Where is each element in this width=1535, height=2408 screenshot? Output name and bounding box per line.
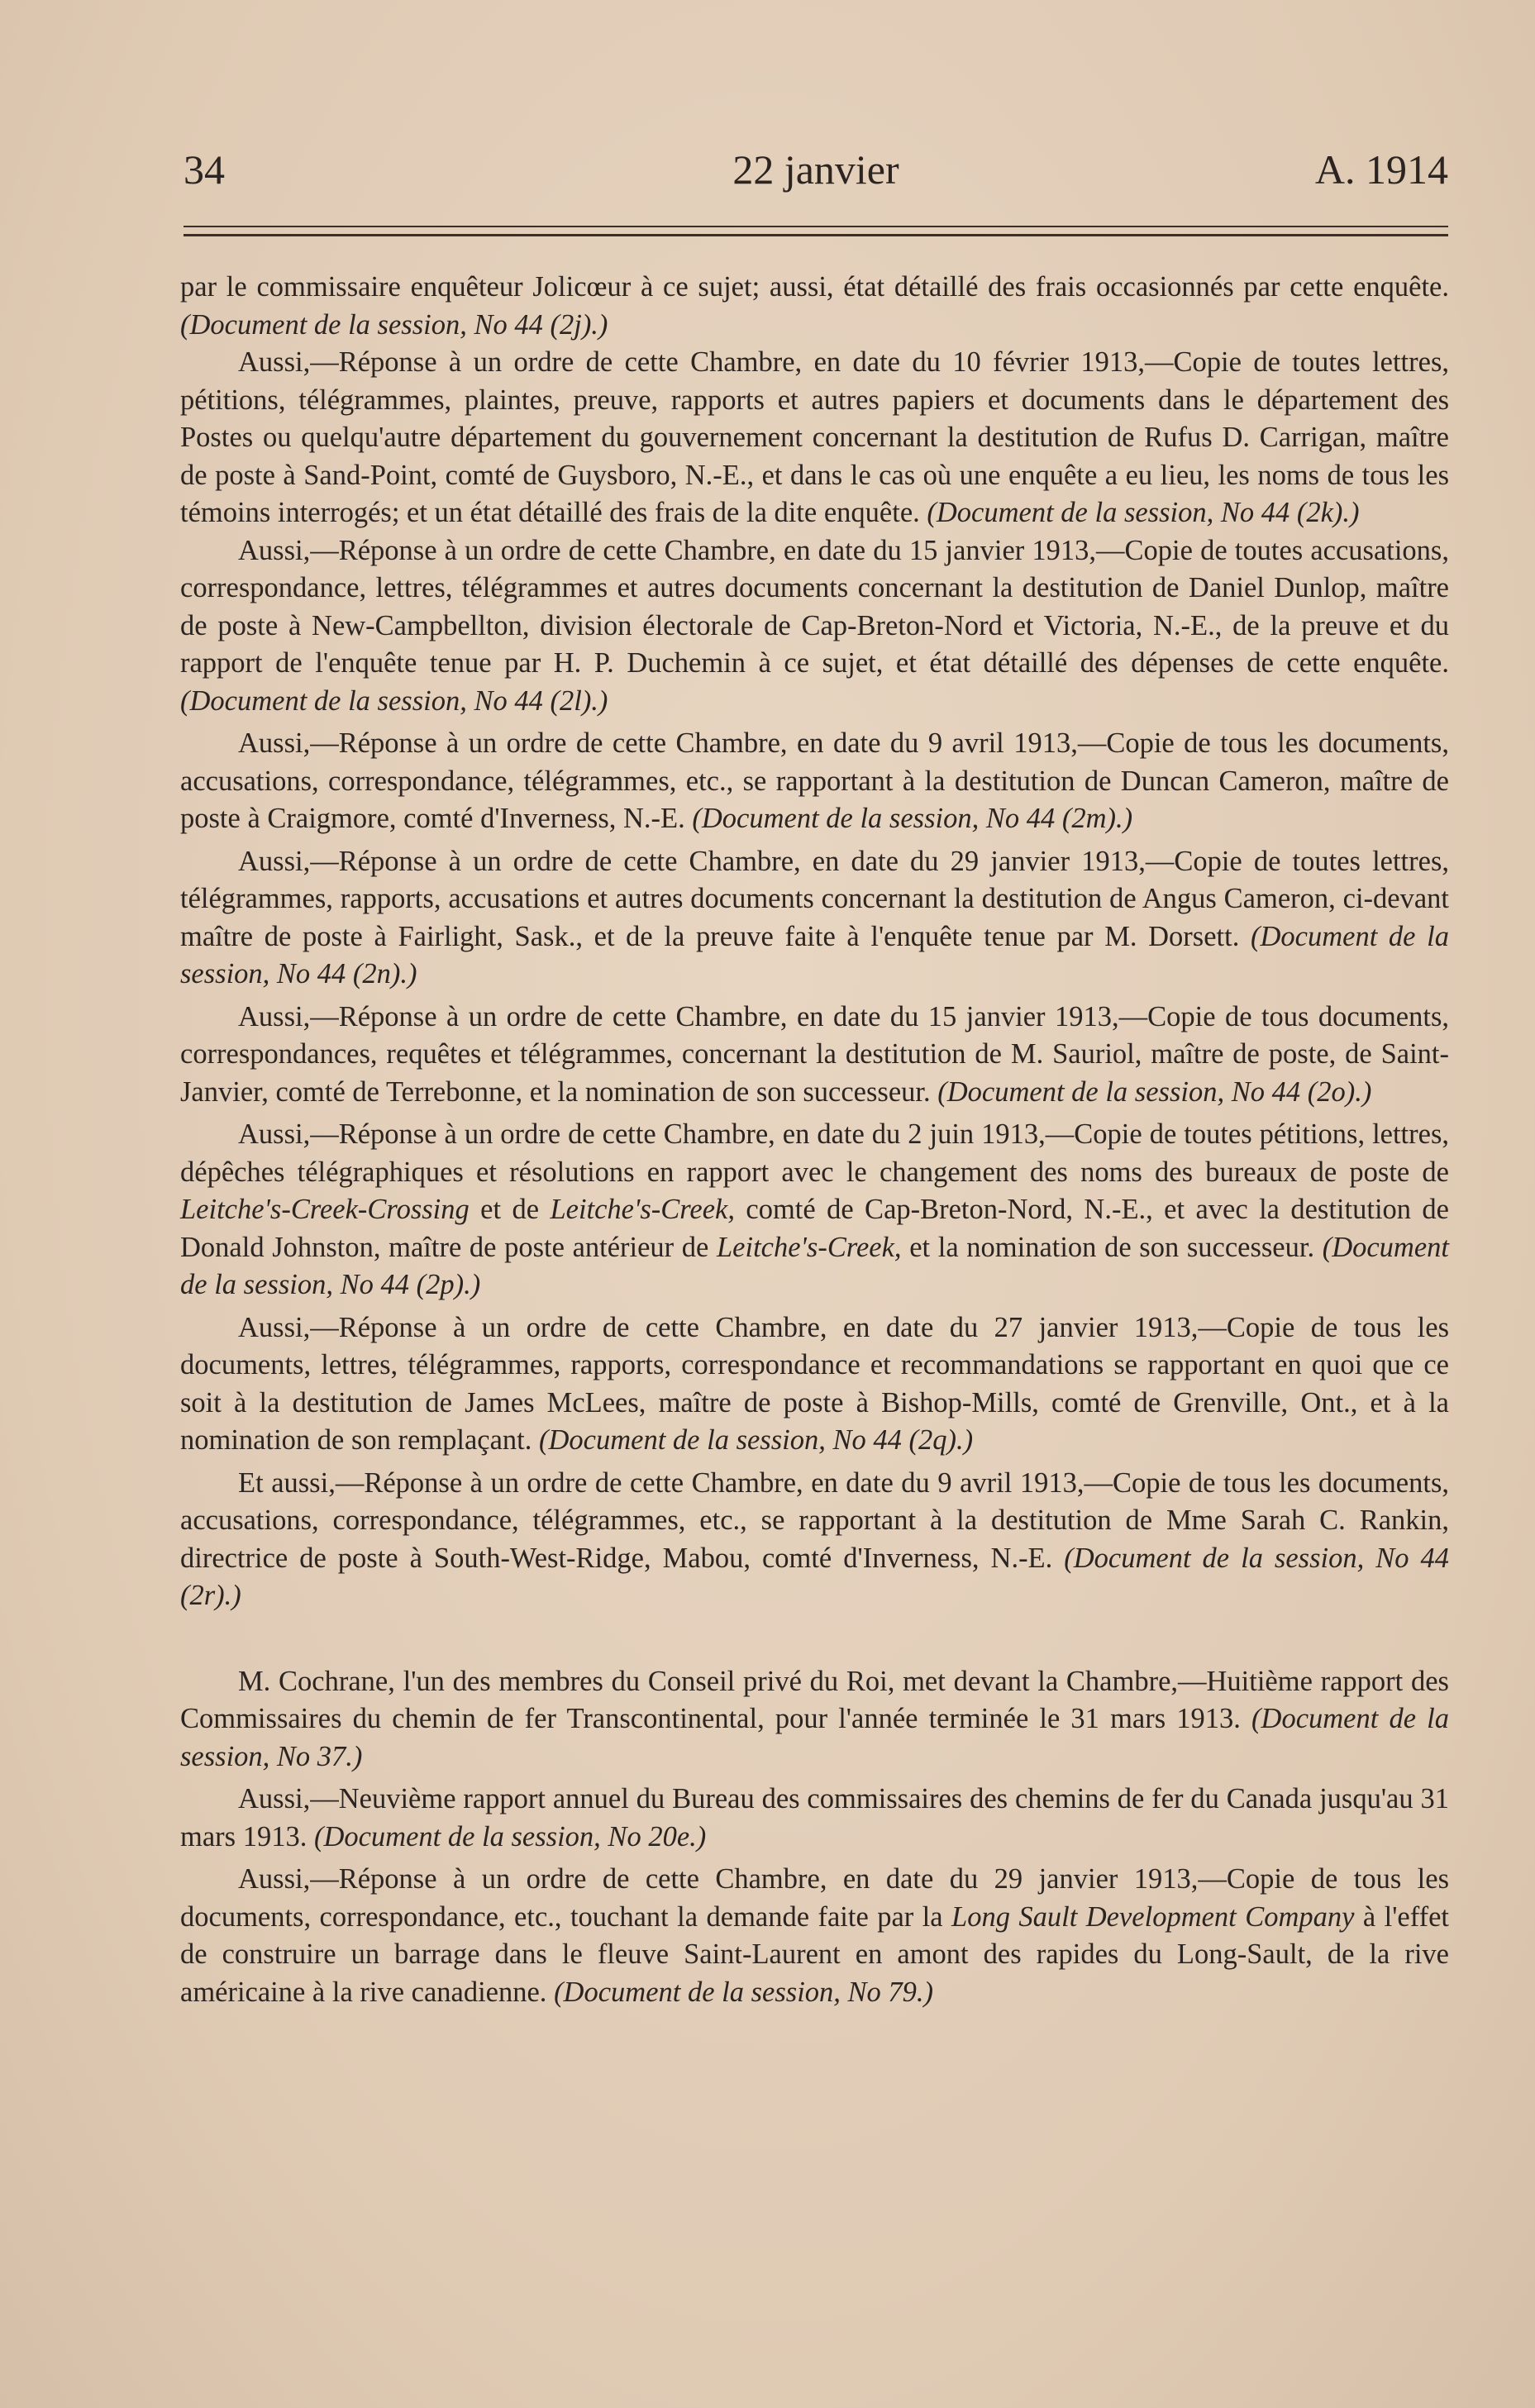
document-reference: (Document de la session, No 79.) <box>554 1976 934 2008</box>
header-rule-thin <box>184 226 1448 227</box>
paragraph-dunlop: Aussi,—Réponse à un ordre de cette Chambre, en date du 15 janvier 1913,—Copie de toutes accusations, correspondance, lettres, télégrammes et autres documents concernant la destitution de Daniel Dunlop, maître de poste à New-Campbellton, division électorale de Cap-Breton-Nord et Victoria, N.-E., de la preuve et du rapport de l'enquête tenue par H. P. Duchemin à ce sujet, et état détaillé des dépenses de cette enquête. (Document de la session, No 44 (2l).) <box>180 534 1449 717</box>
paragraph-commissaires: Aussi,—Neuvième rapport annuel du Bureau des commissaires des chemins de fer du Canada jusqu'au 31 mars 1913. (Document de la session, No 20e.) <box>180 1783 1449 1852</box>
document-reference: (Document de la session, No 44 (2q).) <box>539 1424 974 1456</box>
document-reference: (Document de la session, No 44 (2o).) <box>937 1075 1372 1108</box>
document-reference: (Document de la session, No 20e.) <box>313 1820 707 1852</box>
paragraph-rankin: Et aussi,—Réponse à un ordre de cette Chambre, en date du 9 avril 1913,—Copie de tous les documents, accusations, correspondance, télégrammes, etc., se rapportant à la destitution de Mme Sarah C. Rankin, directrice de poste à South-West-Ridge, Mabou, comté d'Inverness, N.-E. (Document de la session, No 44 (2r).) <box>180 1466 1449 1611</box>
header-rule-thick <box>184 234 1448 236</box>
header-date: 22 janvier <box>732 146 899 193</box>
document-reference: (Document de la session, No 37.) <box>180 1703 1449 1772</box>
document-reference: (Document de la session, No 44 (2l).) <box>180 684 608 717</box>
page-header <box>184 141 1448 198</box>
paragraph-angus-cameron: Aussi,—Réponse à un ordre de cette Chambre, en date du 29 janvier 1913,—Copie de toutes lettres, télégrammes, rapports, accusations et autres documents concernant la destitution de Angus Cameron, ci-devant maître de poste à Fairlight, Sask., et de la preuve faite à l'enquête tenue par M. Dorsett. (Document de la session, No 44 (2n).) <box>180 845 1449 989</box>
paragraph-johnston: Aussi,—Réponse à un ordre de cette Chambre, en date du 2 juin 1913,—Copie de toutes pétitions, lettres, dépêches télégraphiques et résolutions en rapport avec le changement des noms des bureaux de poste de Leitche's-Creek-Crossing et de Leitche's-Creek, comté de Cap-Breton-Nord, N.-E., et avec la destitution de Donald Johnston, maître de poste antérieur de Leitche's-Creek, et la nomination de son successeur. (Document de la session, No 44 (2p).) <box>180 1118 1449 1300</box>
page-number: 34 <box>184 146 225 193</box>
paragraph-mclees: Aussi,—Réponse à un ordre de cette Chambre, en date du 27 janvier 1913,—Copie de tous les documents, lettres, télégrammes, rapports, correspondance et recommandations se rapportant en quoi que ce soit à la destitution de James McLees, maître de poste à Bishop-Mills, comté de Grenville, Ont., et à la nomination de son remplaçant. (Document de la session, No 44 (2q).) <box>180 1311 1449 1456</box>
paragraph-carrigan: Aussi,—Réponse à un ordre de cette Chambre, en date du 10 février 1913,—Copie de toutes lettres, pétitions, télégrammes, plaintes, preuve, rapports et autres papiers et documents dans le département des Postes ou quelqu'autre département du gouvernement concernant la destitution de Rufus D. Carrigan, maître de poste à Sand-Point, comté de Guysboro, N.-E., et dans le cas où une enquête a eu lieu, les noms de tous les témoins interrogés; et un état détaillé des frais de la dite enquête. (Document de la session, No 44 (2k).) <box>180 346 1449 528</box>
document-body <box>180 269 1449 2011</box>
paragraph-long-sault: Aussi,—Réponse à un ordre de cette Chambre, en date du 29 janvier 1913,—Copie de tous les documents, correspondance, etc., touchant la demande faite par la Long Sault Development Company à l'effet de construire un barrage dans le fleuve Saint-Laurent en amont des rapides du Long-Sault, de la rive américaine à la rive canadienne. (Document de la session, No 79.) <box>180 1863 1449 2008</box>
document-reference: (Document de la session, No 44 (2j).) <box>180 308 608 341</box>
document-reference: (Document de la session, No 44 (2p).) <box>180 1231 1449 1300</box>
paragraph-duncan-cameron: Aussi,—Réponse à un ordre de cette Chambre, en date du 9 avril 1913,—Copie de tous les documents, accusations, correspondance, télégrammes, etc., se rapportant à la destitution de Duncan Cameron, maître de poste à Craigmore, comté d'Inverness, N.-E. (Document de la session, No 44 (2m).) <box>180 727 1449 834</box>
document-reference: (Document de la session, No 44 (2m).) <box>692 803 1133 834</box>
document-reference: (Document de la session, No 44 (2n).) <box>180 920 1449 989</box>
header-year: A. 1914 <box>1314 146 1448 193</box>
document-reference: (Document de la session, No 44 (2k).) <box>927 497 1360 528</box>
paragraph-cochrane: M. Cochrane, l'un des membres du Conseil privé du Roi, met devant la Chambre,—Huitième rapport des Commissaires du chemin de fer Transcontinental, pour l'année terminée le 31 mars 1913. (Document de la session, No 37.) <box>180 1665 1449 1772</box>
paragraph-continued: par le commissaire enquêteur Jolicœur à ce sujet; aussi, état détaillé des frais occasionnés par cette enquête. (Document de la session, No 44 (2j).) <box>180 271 1449 341</box>
document-reference: (Document de la session, No 44 (2r).) <box>180 1542 1449 1611</box>
paragraph-sauriol: Aussi,—Réponse à un ordre de cette Chambre, en date du 15 janvier 1913,—Copie de tous documents, correspondances, requêtes et télégrammes, concernant la destitution de M. Sauriol, maître de poste, de Saint-Janvier, comté de Terrebonne, et la nomination de son successeur. (Document de la session, No 44 (2o).) <box>180 1000 1449 1108</box>
